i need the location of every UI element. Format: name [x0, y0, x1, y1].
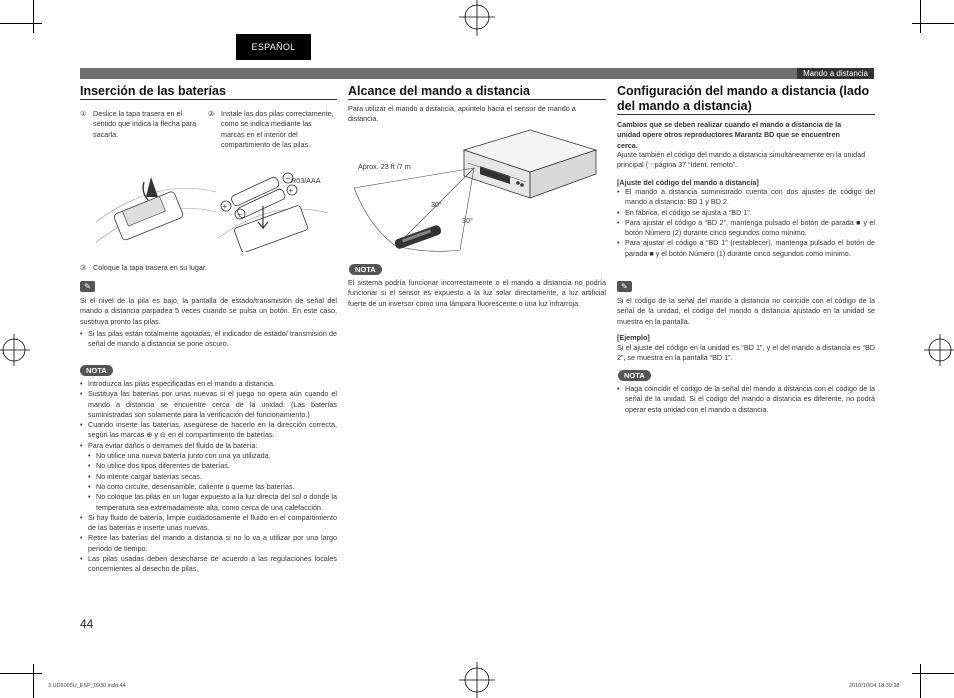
- angle-label-2: 30°: [462, 216, 473, 225]
- list-item: • Haga coincidir el código de la señal del mando a distancia con el código de la señal de la unidad. Si el código del mando a distancia es diferente, no podrá operar esta unidad con el mando a distancia.: [617, 384, 875, 415]
- svg-text:−: −: [237, 210, 243, 219]
- range-distance-label: Aprox. 23 ft /7 m: [358, 162, 411, 171]
- section-title-range: Alcance del mando a distancia: [348, 84, 531, 98]
- svg-text:+: +: [222, 202, 228, 211]
- tip-wrench-icon: ✎: [80, 281, 95, 292]
- tip-wrench-icon: ✎: [617, 281, 632, 292]
- language-tab: ESPAÑOL: [236, 34, 311, 60]
- config-nota-list: [617, 384, 875, 415]
- range-nota-text: El sistema podría funcionar incorrectamente o el mando a distancia no podría funcionar si el sensor es expuesto a la luz solar directamente, a luz artificial fuerte de un inversor como una lámpara fluorescente o una luz infrarroja.: [348, 278, 606, 308]
- list-item: • Retire las baterías del mando a distancia si no lo va a utilizar por una largo periodo de tiempo.: [80, 533, 337, 554]
- remote-range-diagram: [350, 128, 606, 256]
- list-item: • Sustituya las baterías por unas nuevas si el juego no opera aún cuando el mando a distancia se encuentre cerca de la unidad. (Las baterías suministradas son solamente para la verificación del funcionamiento.): [80, 389, 337, 420]
- list-item: • Introduzca las pilas especificadas en el mando a distancia.: [80, 379, 337, 389]
- list-item: • Cuando inserte las baterías, asegúrese de hacerlo en la dirección correcta, según las marcas ⊕ y ⊖ en el compartimiento de baterías.: [80, 420, 337, 441]
- config-intro: Ajuste también el código del mando a distancia simultáneamente en la unidad principal (☞página 37 “Ident. remoto”.: [617, 150, 866, 170]
- config-tip-text: Si el código de la señal del mando a distancia no coincide con el código de la señal de la unidad, el código del mando a distancia ajustado en la unidad se muestra en la pantalla.: [617, 296, 875, 326]
- step-3-text: Coloque la tapa trasera en su lugar.: [93, 263, 207, 272]
- section-title-remote-config: Configuración del mando a distancia (lado del mando a distancia): [617, 84, 870, 113]
- nota-badge: NOTA: [349, 264, 382, 275]
- list-item: • Para ajustar el código a “BD 2”, mantenga pulsado el botón de parada ■ y el botón Número (2) durante cinco segundos como mínimo.: [617, 218, 875, 239]
- crop-mark: [33, 664, 34, 698]
- battery-type-label: R03/AAA: [291, 176, 321, 185]
- list-item: • No intente cargar baterías secas.: [80, 472, 337, 482]
- crop-mark: [920, 664, 921, 698]
- crop-mark: [912, 673, 954, 674]
- crop-mark: [920, 0, 921, 33]
- remote-back-cover-illustration: [96, 172, 216, 252]
- crop-mark: [912, 23, 954, 24]
- example-text: Si el ajuste del código en la unidad es “BD 1”, y el del mando a distancia es “BD 2”, se muestra en la pantalla “BD 1”.: [617, 343, 875, 363]
- svg-text:+: +: [288, 186, 294, 195]
- list-item: • Si hay fluido de batería, limpie cuidadosamente el fluido en el compartimiento de las baterías e inserte unas nuevas.: [80, 513, 337, 534]
- crop-mark: [0, 23, 42, 24]
- footer-timestamp: 2010/10/04 18:39:38: [849, 683, 900, 689]
- registration-mark-right: [924, 330, 954, 370]
- crop-mark: [33, 0, 34, 33]
- list-item: • Para ajustar el código a “BD 1” (restablecer), mantenga pulsado el botón de parada ■ y el botón Número (1) durante cinco segundos como mínimo.: [617, 238, 875, 259]
- list-item: • Si las pilas están totalmente agotadas, el indicador de estado/ transmisión de señal de mando a distancia se pone oscuro.: [80, 329, 337, 350]
- step-number-2: ②: [208, 109, 215, 118]
- nota-list: [80, 379, 337, 575]
- example-heading: [Ejemplo]: [617, 333, 650, 342]
- config-setting-list: [617, 187, 875, 259]
- section-band: [80, 68, 874, 79]
- step-1-text: Deslice la tapa trasera en el sentido que indica la flecha para sacarla.: [93, 109, 197, 139]
- tip-bullets: [80, 329, 337, 350]
- crop-mark: [0, 673, 42, 674]
- angle-label-1: 30°: [431, 200, 442, 209]
- title-rule: [348, 99, 606, 100]
- registration-mark-left: [0, 330, 30, 370]
- list-item: • El mando a distancia suministrado cuenta con dos ajustes de código del mando a distancia: BD 1 y BD 2.: [617, 187, 875, 208]
- svg-text:−: −: [285, 174, 291, 183]
- step-number-3: ③: [80, 263, 87, 272]
- tip-text: Si el nivel de la pila es bajo, la pantalla de estado/transmisión de señal del mando a distancia parpadea 5 veces cuando se pulsa un botón. En este caso, sustituya pronto las pilas.: [80, 296, 337, 326]
- config-setting-heading: [Ajuste del código del mando a distancia]: [617, 178, 759, 187]
- config-bold-intro: Cambios que se deben realizar cuando el mando a distancia de la unidad opere otros reproductores Marantz BD que se encuentren cerca.: [617, 120, 842, 150]
- list-item: • No utilice dos tipos diferentes de baterías.: [80, 461, 337, 471]
- step-number-1: ①: [80, 109, 87, 118]
- list-item: • En fábrica, el código se ajusta a “BD 1”.: [617, 208, 875, 218]
- registration-mark-bottom: [455, 662, 499, 698]
- footer-file-label: 3.UD5005U_ESP_0930.indd 44: [48, 683, 126, 689]
- range-intro: Para utilizar el mando a distancia, apúntelo hacia el sensor de mando a distancia.: [348, 104, 576, 124]
- section-label: Mando a distancia: [797, 68, 874, 79]
- list-item: • No corto circuite, desensamble, caliente o queme las baterías.: [80, 482, 337, 492]
- title-rule: [80, 99, 337, 100]
- list-item: • No utilice una nueva batería junto con una ya utilizada.: [80, 451, 337, 461]
- step-2-text: Instale las dos pilas correctamente, como se indica mediante las marcas en el interior del compartimiento de las pilas.: [221, 109, 334, 149]
- section-title-batteries: Inserción de las baterías: [80, 84, 226, 98]
- nota-badge: NOTA: [80, 365, 113, 376]
- list-item: • No coloque las pilas en un lugar expuesto a la luz directa del sol o donde la temperatura sea extremadamente alta, como cerca de una calefacción.: [80, 492, 337, 513]
- registration-mark-top: [455, 0, 499, 36]
- page-number: 44: [80, 617, 94, 631]
- nota-badge: NOTA: [618, 370, 651, 381]
- list-item: • Para evitar daños o derrames del fluido de la batería:: [80, 441, 337, 451]
- title-rule: [617, 114, 875, 115]
- list-item: • Las pilas usadas deben desecharse de acuerdo a las regulaciones locales concernientes al desecho de pilas.: [80, 554, 337, 575]
